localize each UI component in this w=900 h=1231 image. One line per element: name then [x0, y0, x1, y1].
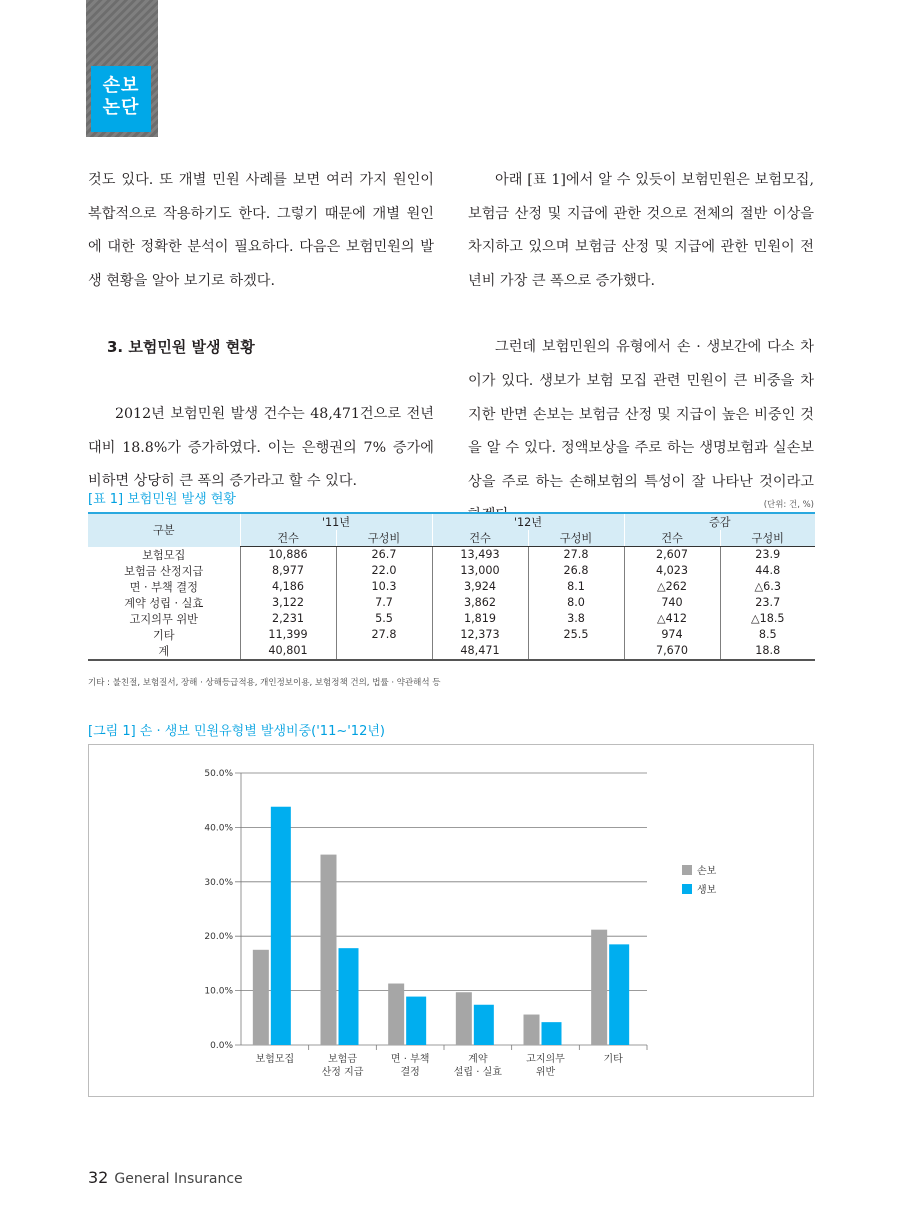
- header-sub: 건수: [432, 530, 528, 547]
- section-heading: 3. 보험민원 발생 현황: [107, 338, 255, 357]
- chart-frame: [88, 744, 814, 1097]
- header-sub: 구성비: [720, 530, 815, 547]
- legend-label: 생보: [697, 885, 717, 896]
- table-cell: △262: [624, 579, 720, 595]
- header-sub: 건수: [624, 530, 720, 547]
- y-tick-label: 50.0%: [204, 769, 233, 779]
- table-cell: △18.5: [720, 611, 815, 627]
- left-para-1: 것도 있다. 또 개별 민원 사례를 보면 여러 가지 원인이 복합적으로 작용하기도 한다. 그렇기 때문에 개별 원인에 대한 정확한 분석이 필요하다. 다음은 보험민원의 발생 현황을 알아 보기로 하겠다.: [88, 172, 434, 289]
- x-tick-label: 설립 · 실효: [453, 1067, 502, 1078]
- bar-nonlife: [524, 1015, 540, 1045]
- table-row: [88, 563, 815, 579]
- table-cell: 2,607: [624, 547, 720, 563]
- table-cell: 26.8: [528, 563, 624, 579]
- table-cell: 4,186: [240, 579, 336, 595]
- table-cell: 8,977: [240, 563, 336, 579]
- right-column: [468, 164, 814, 533]
- table-cell: 13,493: [432, 547, 528, 563]
- table-cell: 3,122: [240, 595, 336, 611]
- table-cell: 3.8: [528, 611, 624, 627]
- bar-life: [609, 944, 629, 1045]
- table-cell: 5.5: [336, 611, 432, 627]
- table-cell: 4,023: [624, 563, 720, 579]
- x-tick-label: 면 · 부책: [390, 1054, 430, 1065]
- bar-nonlife: [253, 950, 269, 1045]
- y-tick-label: 0.0%: [210, 1041, 233, 1051]
- table-row: [88, 547, 815, 563]
- bar-life: [271, 807, 291, 1045]
- row-label: 면 · 부책 결정: [129, 580, 198, 594]
- x-tick-label: 보험금: [328, 1054, 357, 1065]
- figure-caption: [그림 1] 손 · 생보 민원유형별 발생비중('11~'12년): [88, 724, 385, 739]
- x-tick-label: 보험모집: [255, 1054, 295, 1065]
- header-category: 구분: [88, 513, 240, 547]
- bar-life: [339, 948, 359, 1045]
- table-cell: 8.0: [528, 595, 624, 611]
- y-tick-label: 10.0%: [204, 986, 233, 997]
- table-note: 기타 : 불친절, 보험질서, 장해 · 상해등급적용, 개인정보이용, 보험정책 건의, 법률 · 약관해석 등: [88, 678, 441, 688]
- complaints-table: [88, 512, 815, 661]
- table-caption: [표 1] 보험민원 발생 현황: [88, 492, 236, 507]
- row-label: 계: [88, 643, 240, 660]
- legend-label: 손보: [697, 866, 717, 877]
- y-tick-label: 40.0%: [204, 823, 233, 834]
- table-cell: 11,399: [240, 627, 336, 643]
- table-cell: [528, 643, 624, 660]
- row-label: 고지의무 위반: [129, 612, 198, 626]
- table-cell: 48,471: [432, 643, 528, 660]
- y-tick-label: 20.0%: [204, 932, 233, 943]
- page-footer: [88, 1168, 243, 1187]
- table-cell: 26.7: [336, 547, 432, 563]
- section-tab-line2: 논단: [102, 97, 140, 118]
- bar-life: [542, 1022, 562, 1045]
- table-cell: 23.7: [720, 595, 815, 611]
- table-cell: 3,924: [432, 579, 528, 595]
- table-cell: 22.0: [336, 563, 432, 579]
- table-cell: 740: [624, 595, 720, 611]
- x-tick-label: 산정 지급: [321, 1067, 364, 1078]
- table-cell: 7.7: [336, 595, 432, 611]
- bar-nonlife: [388, 984, 404, 1045]
- section-tab: [91, 66, 151, 132]
- x-tick-label: 위반: [535, 1067, 556, 1078]
- table-row: [88, 643, 815, 660]
- table-cell: 1,819: [432, 611, 528, 627]
- left-column: [88, 164, 434, 499]
- row-label: 보험모집: [142, 548, 186, 562]
- bar-life: [474, 1005, 494, 1045]
- publication-title: General Insurance: [114, 1171, 243, 1187]
- table-cell: △6.3: [720, 579, 815, 595]
- table-cell: 44.8: [720, 563, 815, 579]
- table-unit: (단위: 건, %): [763, 500, 814, 510]
- legend-swatch: [682, 865, 692, 875]
- table-row: [88, 627, 815, 643]
- row-label: 기타: [152, 628, 175, 642]
- x-tick-label: 결정: [400, 1067, 420, 1078]
- header-sub: 구성비: [528, 530, 624, 547]
- table-cell: 40,801: [240, 643, 336, 660]
- right-para-1: 아래 [표 1]에서 알 수 있듯이 보험민원은 보험모집, 보험금 산정 및 지급에 관한 것으로 전체의 절반 이상을 차지하고 있으며 보험금 산정 및 지급에 관한 민원이 전년비 가장 큰 폭으로 증가했다.: [468, 172, 814, 289]
- table-cell: 23.9: [720, 547, 815, 563]
- header-sub: 구성비: [336, 530, 432, 547]
- row-label: 보험금 산정지급: [124, 564, 204, 578]
- table-cell: 7,670: [624, 643, 720, 660]
- page-number: 32: [88, 1168, 109, 1187]
- legend-swatch: [682, 884, 692, 894]
- table-cell: 8.1: [528, 579, 624, 595]
- table-cell: 25.5: [528, 627, 624, 643]
- complaint-share-chart: [89, 745, 813, 1096]
- table-cell: △412: [624, 611, 720, 627]
- header-group-2012: '12년: [432, 513, 624, 530]
- table-cell: 13,000: [432, 563, 528, 579]
- right-para-2: 그런데 보험민원의 유형에서 손 · 생보간에 다소 차이가 있다. 생보가 보험 모집 관련 민원이 큰 비중을 차지한 반면 손보는 보험금 산정 및 지급이 높은 비중인 것을 알 수 있다. 정액보상을 주로 하는 생명보험과 실손보상을 주로 하는 손해보험의 특성이 잘 나타난 것이라고: [468, 339, 814, 490]
- table-cell: [336, 643, 432, 660]
- table-cell: 2,231: [240, 611, 336, 627]
- table-row: [88, 611, 815, 627]
- bar-life: [406, 997, 426, 1045]
- table-row: [88, 579, 815, 595]
- bar-nonlife: [321, 855, 337, 1045]
- row-label: 계약 성립 · 실효: [124, 596, 204, 610]
- table-cell: 10,886: [240, 547, 336, 563]
- header-sub: 건수: [240, 530, 336, 547]
- bar-nonlife: [591, 930, 607, 1045]
- header-group-2011: '11년: [240, 513, 432, 530]
- table-cell: 27.8: [528, 547, 624, 563]
- table-cell: 3,862: [432, 595, 528, 611]
- x-tick-label: 고지의무: [526, 1054, 565, 1065]
- bar-nonlife: [456, 992, 472, 1045]
- y-tick-label: 30.0%: [204, 877, 233, 888]
- table-cell: 18.8: [720, 643, 815, 660]
- section-tab-line1: 손보: [102, 75, 140, 96]
- x-tick-label: 계약: [468, 1054, 488, 1065]
- table-cell: 8.5: [720, 627, 815, 643]
- table-cell: 12,373: [432, 627, 528, 643]
- table-cell: 974: [624, 627, 720, 643]
- table-cell: 10.3: [336, 579, 432, 595]
- table-cell: 27.8: [336, 627, 432, 643]
- table-row: [88, 595, 815, 611]
- x-tick-label: 기타: [603, 1054, 623, 1065]
- left-para-2: 2012년 보험민원 발생 건수는 48,471건으로 전년 대비 18.8%가 증가하였다. 이는 은행권의 7% 증가에 비하면 상당히 큰 폭의 증가라고 할 수 있다.: [88, 405, 434, 490]
- header-group-change: 증감: [624, 513, 815, 530]
